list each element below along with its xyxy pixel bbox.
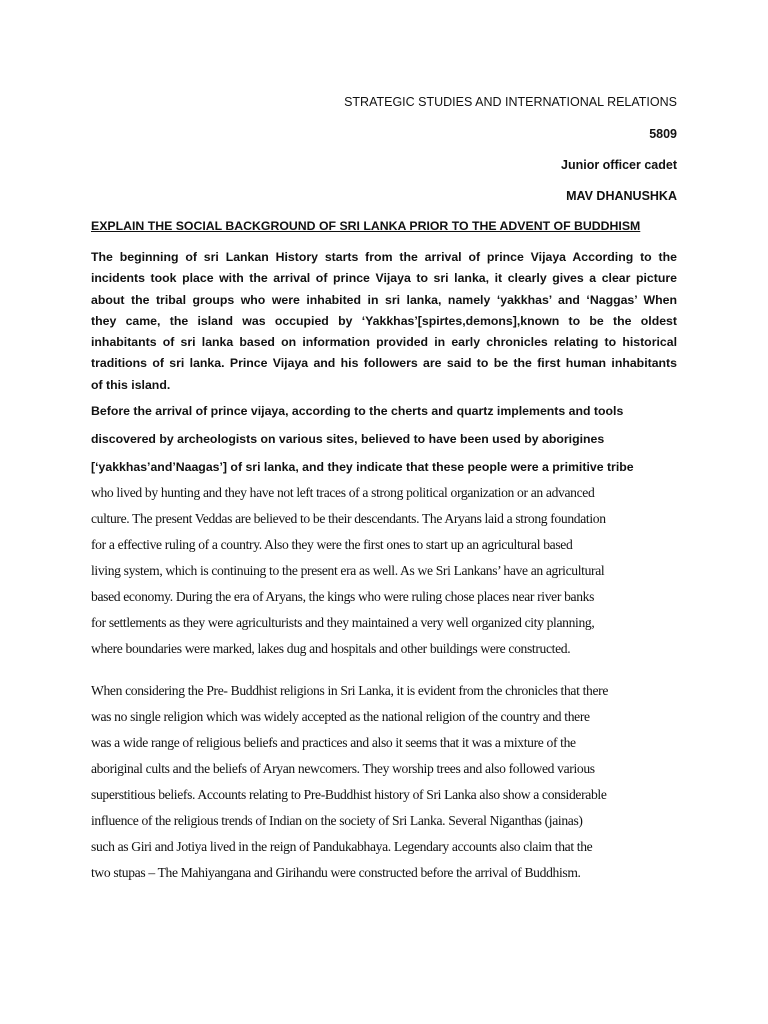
student-name: MAV DHANUSHKA xyxy=(566,189,677,203)
paragraph-3-line: two stupas – The Mahiyangana and Girihandu were constructed before the arrival of Buddhism. xyxy=(91,865,581,880)
paragraph-1-line: about the tribal groups who were inhabited in sri lanka, namely ‘yakkhas’ and ‘Naggas’ When xyxy=(91,292,677,307)
student-rank: Junior officer cadet xyxy=(561,158,677,172)
paragraph-3-line: aboriginal cults and the beliefs of Aryan newcomers. They worship trees and also followed various xyxy=(91,761,595,776)
paragraph-2-line: discovered by archeologists on various sites, believed to have been used by aborigines xyxy=(91,432,605,446)
paragraph-3-line: such as Giri and Jotiya lived in the reign of Pandukabhaya. Legendary accounts also claim that the xyxy=(91,839,593,854)
student-number: 5809 xyxy=(649,127,677,141)
paragraph-3-line: When considering the Pre- Buddhist religions in Sri Lanka, it is evident from the chronicles that there xyxy=(91,683,609,698)
paragraph-3-line: was no single religion which was widely accepted as the national religion of the country and there xyxy=(91,709,590,724)
paragraph-2-line: [‘yakkhas’and’Naagas’] of sri lanka, and they indicate that these people were a primitive tribe xyxy=(91,460,634,474)
paragraph-3-line: was a wide range of religious beliefs and practices and also it seems that it was a mixture of the xyxy=(91,735,576,750)
paragraph-1-line: they came, the island was occupied by ‘Yakkhas’[spirtes,demons],known to be the oldest xyxy=(91,313,677,328)
paragraph-1-line: traditions of sri lanka. Prince Vijaya and his followers are said to be the first human inhabitants xyxy=(91,356,677,371)
paragraph-1 xyxy=(91,247,677,396)
paragraph-1-line: incidents took place with the arrival of prince Vijaya to sri lanka, it clearly gives a clear picture xyxy=(91,271,677,286)
paragraph-2-line: living system, which is continuing to the present era as well. As we Sri Lankans’ have an agricultural xyxy=(91,563,605,578)
paragraph-2-line: Before the arrival of prince vijaya, according to the cherts and quartz implements and tools xyxy=(91,404,624,418)
course-title: STRATEGIC STUDIES AND INTERNATIONAL RELATIONS xyxy=(344,95,677,109)
paragraph-2-line: where boundaries were marked, lakes dug and hospitals and other buildings were constructed. xyxy=(91,641,571,656)
paragraph-1-line: The beginning of sri Lankan History starts from the arrival of prince Vijaya According to the xyxy=(91,250,677,264)
paragraph-2-line: for settlements as they were agriculturists and they maintained a very well organized city planning, xyxy=(91,615,595,630)
paragraph-2 xyxy=(91,398,677,662)
paragraph-2-line: based economy. During the era of Aryans, the kings who were ruling chose places near river banks xyxy=(91,589,595,604)
paragraph-3-line: superstitious beliefs. Accounts relating to Pre-Buddhist history of Sri Lanka also show a considerable xyxy=(91,787,607,802)
paragraph-2-line: culture. The present Veddas are believed to be their descendants. The Aryans laid a strong foundation xyxy=(91,511,606,526)
essay-title: EXPLAIN THE SOCIAL BACKGROUND OF SRI LANKA PRIOR TO THE ADVENT OF BUDDHISM xyxy=(91,219,641,233)
paragraph-1-line: inhabitants of sri lanka based on information provided in early chronicles relating to historical xyxy=(91,335,677,350)
paragraph-2-line: for a effective ruling of a country. Also they were the first ones to start up an agricultural based xyxy=(91,537,573,552)
paragraph-3-line: influence of the religious trends of Indian on the society of Sri Lanka. Several Niganthas (jainas) xyxy=(91,813,583,828)
paragraph-3 xyxy=(91,678,691,886)
paragraph-1-line: of this island. xyxy=(91,377,171,392)
paragraph-2-line: who lived by hunting and they have not left traces of a strong political organization or an advanced xyxy=(91,485,595,500)
